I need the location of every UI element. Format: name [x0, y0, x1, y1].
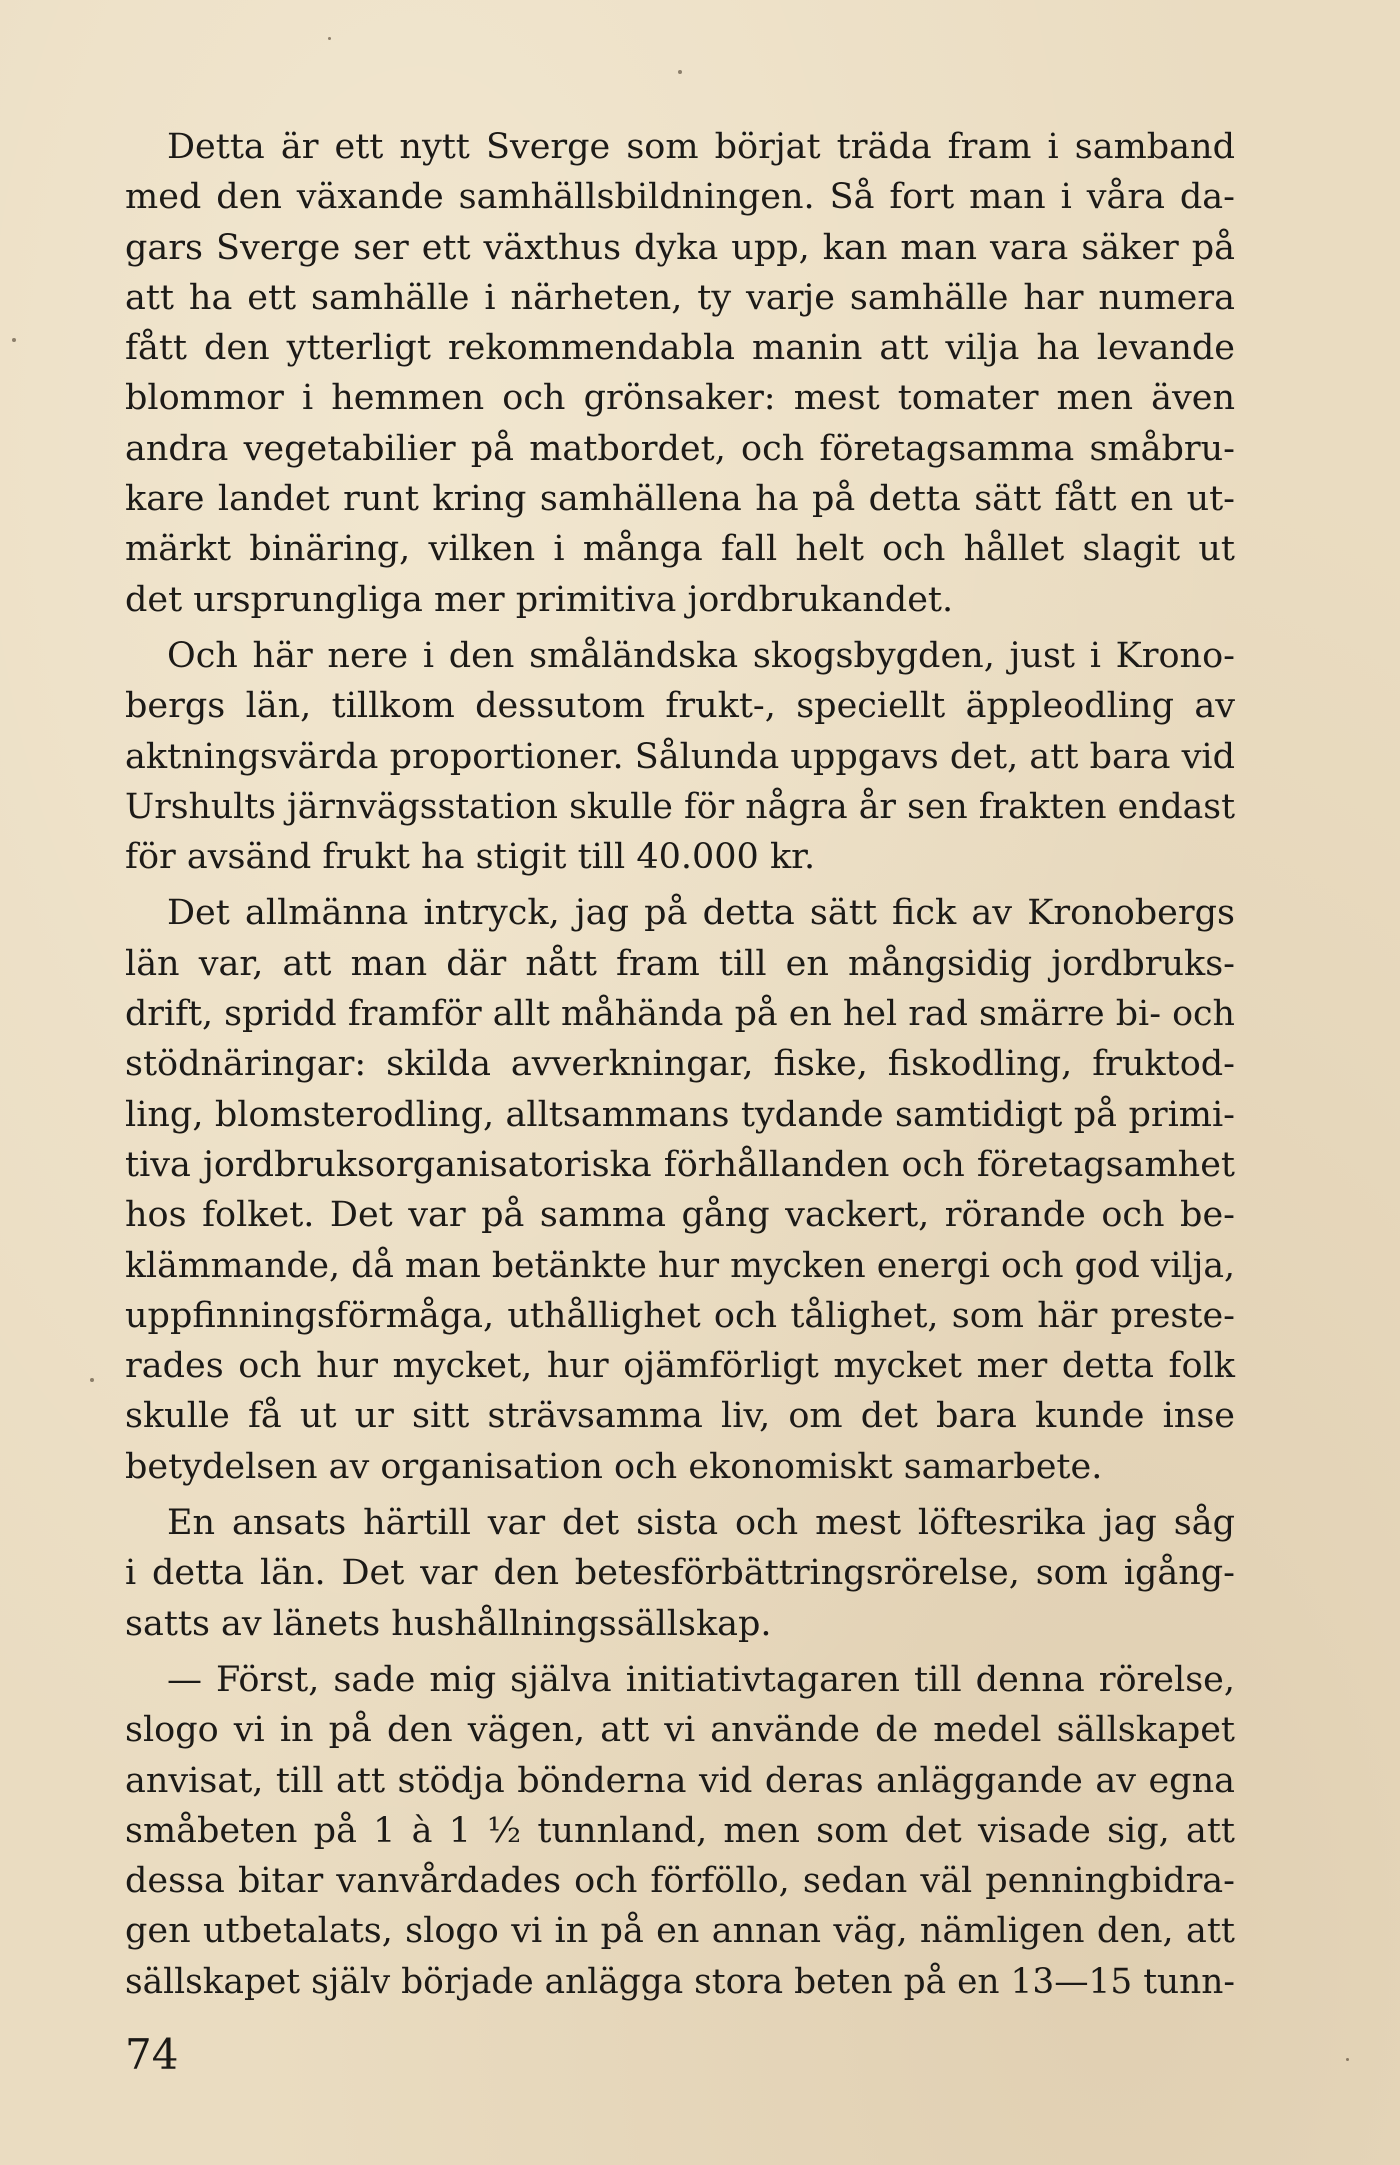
text-line: skulle få ut ur sitt strävsamma liv, om det bara kunde inse — [125, 1396, 1235, 1437]
text-line: blommor i hemmen och grönsaker: mest tomater men även — [125, 378, 1235, 419]
text-line: rades och hur mycket, hur ojämförligt mycket mer detta folk — [125, 1346, 1235, 1387]
text-line: aktningsvärda proportioner. Sålunda uppgavs det, att bara vid — [125, 736, 1235, 777]
text-line: gars Sverge ser ett växthus dyka upp, kan man vara säker på — [125, 227, 1235, 268]
text-line: småbeten på 1 à 1 ½ tunnland, men som det visade sig, att — [125, 1810, 1235, 1851]
text-line: anvisat, till att stödja bönderna vid deras anläggande av egna — [125, 1760, 1235, 1801]
text-line: uppfinningsförmåga, uthållighet och tålighet, som här preste- — [125, 1295, 1235, 1336]
text-line: Urshults järnvägsstation skulle för några år sen frakten endast — [125, 786, 1235, 827]
text-line: sällskapet själv började anlägga stora beten på en 13—15 tunn- — [125, 1961, 1235, 2002]
text-line: ling, blomsterodling, alltsammans tydande samtidigt på primi- — [125, 1094, 1235, 1135]
text-line: satts av länets hushållningssällskap. — [125, 1603, 772, 1644]
text-line: bergs län, tillkom dessutom frukt-, speciellt äppleodling av — [125, 686, 1235, 727]
text-line: dessa bitar vanvårdades och förföllo, sedan väl penningbidra- — [125, 1861, 1235, 1902]
paper-speck — [1346, 2058, 1349, 2061]
text-line: tiva jordbruksorganisatoriska förhållanden och företagsamhet — [125, 1144, 1235, 1185]
text-line: Detta är ett nytt Sverge som börjat träda fram i samband — [167, 127, 1235, 167]
paper-speck — [678, 70, 682, 74]
text-line: slogo vi in på den vägen, att vi använde de medel sällskapet — [125, 1710, 1235, 1751]
text-line: Och här nere i den småländska skogsbygden, just i Krono- — [167, 635, 1235, 676]
text-line: för avsänd frukt ha stigit till 40.000 kr. — [125, 837, 816, 878]
text-line: stödnäringar: skilda avverkningar, fiske, fiskodling, fruktod- — [125, 1044, 1235, 1085]
text-line: märkt binäring, vilken i många fall helt och hållet slagit ut — [125, 529, 1235, 570]
text-line: län var, att man där nått fram till en mångsidig jordbruks- — [125, 943, 1235, 984]
text-line: andra vegetabilier på matbordet, och företagsamma småbru- — [125, 428, 1235, 469]
text-line: Det allmänna intryck, jag på detta sätt fick av Kronobergs — [167, 893, 1235, 934]
text-line: i detta län. Det var den betesförbättringsrörelse, som igång- — [125, 1553, 1235, 1594]
text-line: gen utbetalats, slogo vi in på en annan väg, nämligen den, att — [125, 1911, 1235, 1952]
text-line: hos folket. Det var på samma gång vackert, rörande och be- — [125, 1195, 1235, 1236]
text-line: En ansats härtill var det sista och mest löftesrika jag såg — [167, 1503, 1235, 1544]
paper-speck — [328, 37, 331, 40]
paper-speck — [12, 338, 16, 342]
text-line: kare landet runt kring samhällena ha på detta sätt fått en ut- — [125, 479, 1235, 520]
text-line: att ha ett samhälle i närheten, ty varje samhälle har numera — [125, 277, 1235, 318]
body-text — [125, 122, 1235, 2007]
text-line: fått den ytterligt rekommendabla manin att vilja ha levande — [125, 328, 1235, 369]
text-line: med den växande samhällsbildningen. Så fort man i våra da- — [125, 177, 1235, 218]
page-number: 74 — [125, 2030, 179, 2079]
text-line: — Först, sade mig själva initiativtagaren till denna rörelse, — [167, 1659, 1235, 1700]
text-line: betydelsen av organisation och ekonomiskt samarbete. — [125, 1446, 1103, 1487]
text-line: drift, spridd framför allt måhända på en hel rad smärre bi- och — [125, 994, 1235, 1035]
text-line: klämmande, då man betänkte hur mycken energi och god vilja, — [125, 1245, 1235, 1286]
paper-speck — [90, 1378, 94, 1382]
text-line: det ursprungliga mer primitiva jordbrukandet. — [125, 579, 954, 620]
